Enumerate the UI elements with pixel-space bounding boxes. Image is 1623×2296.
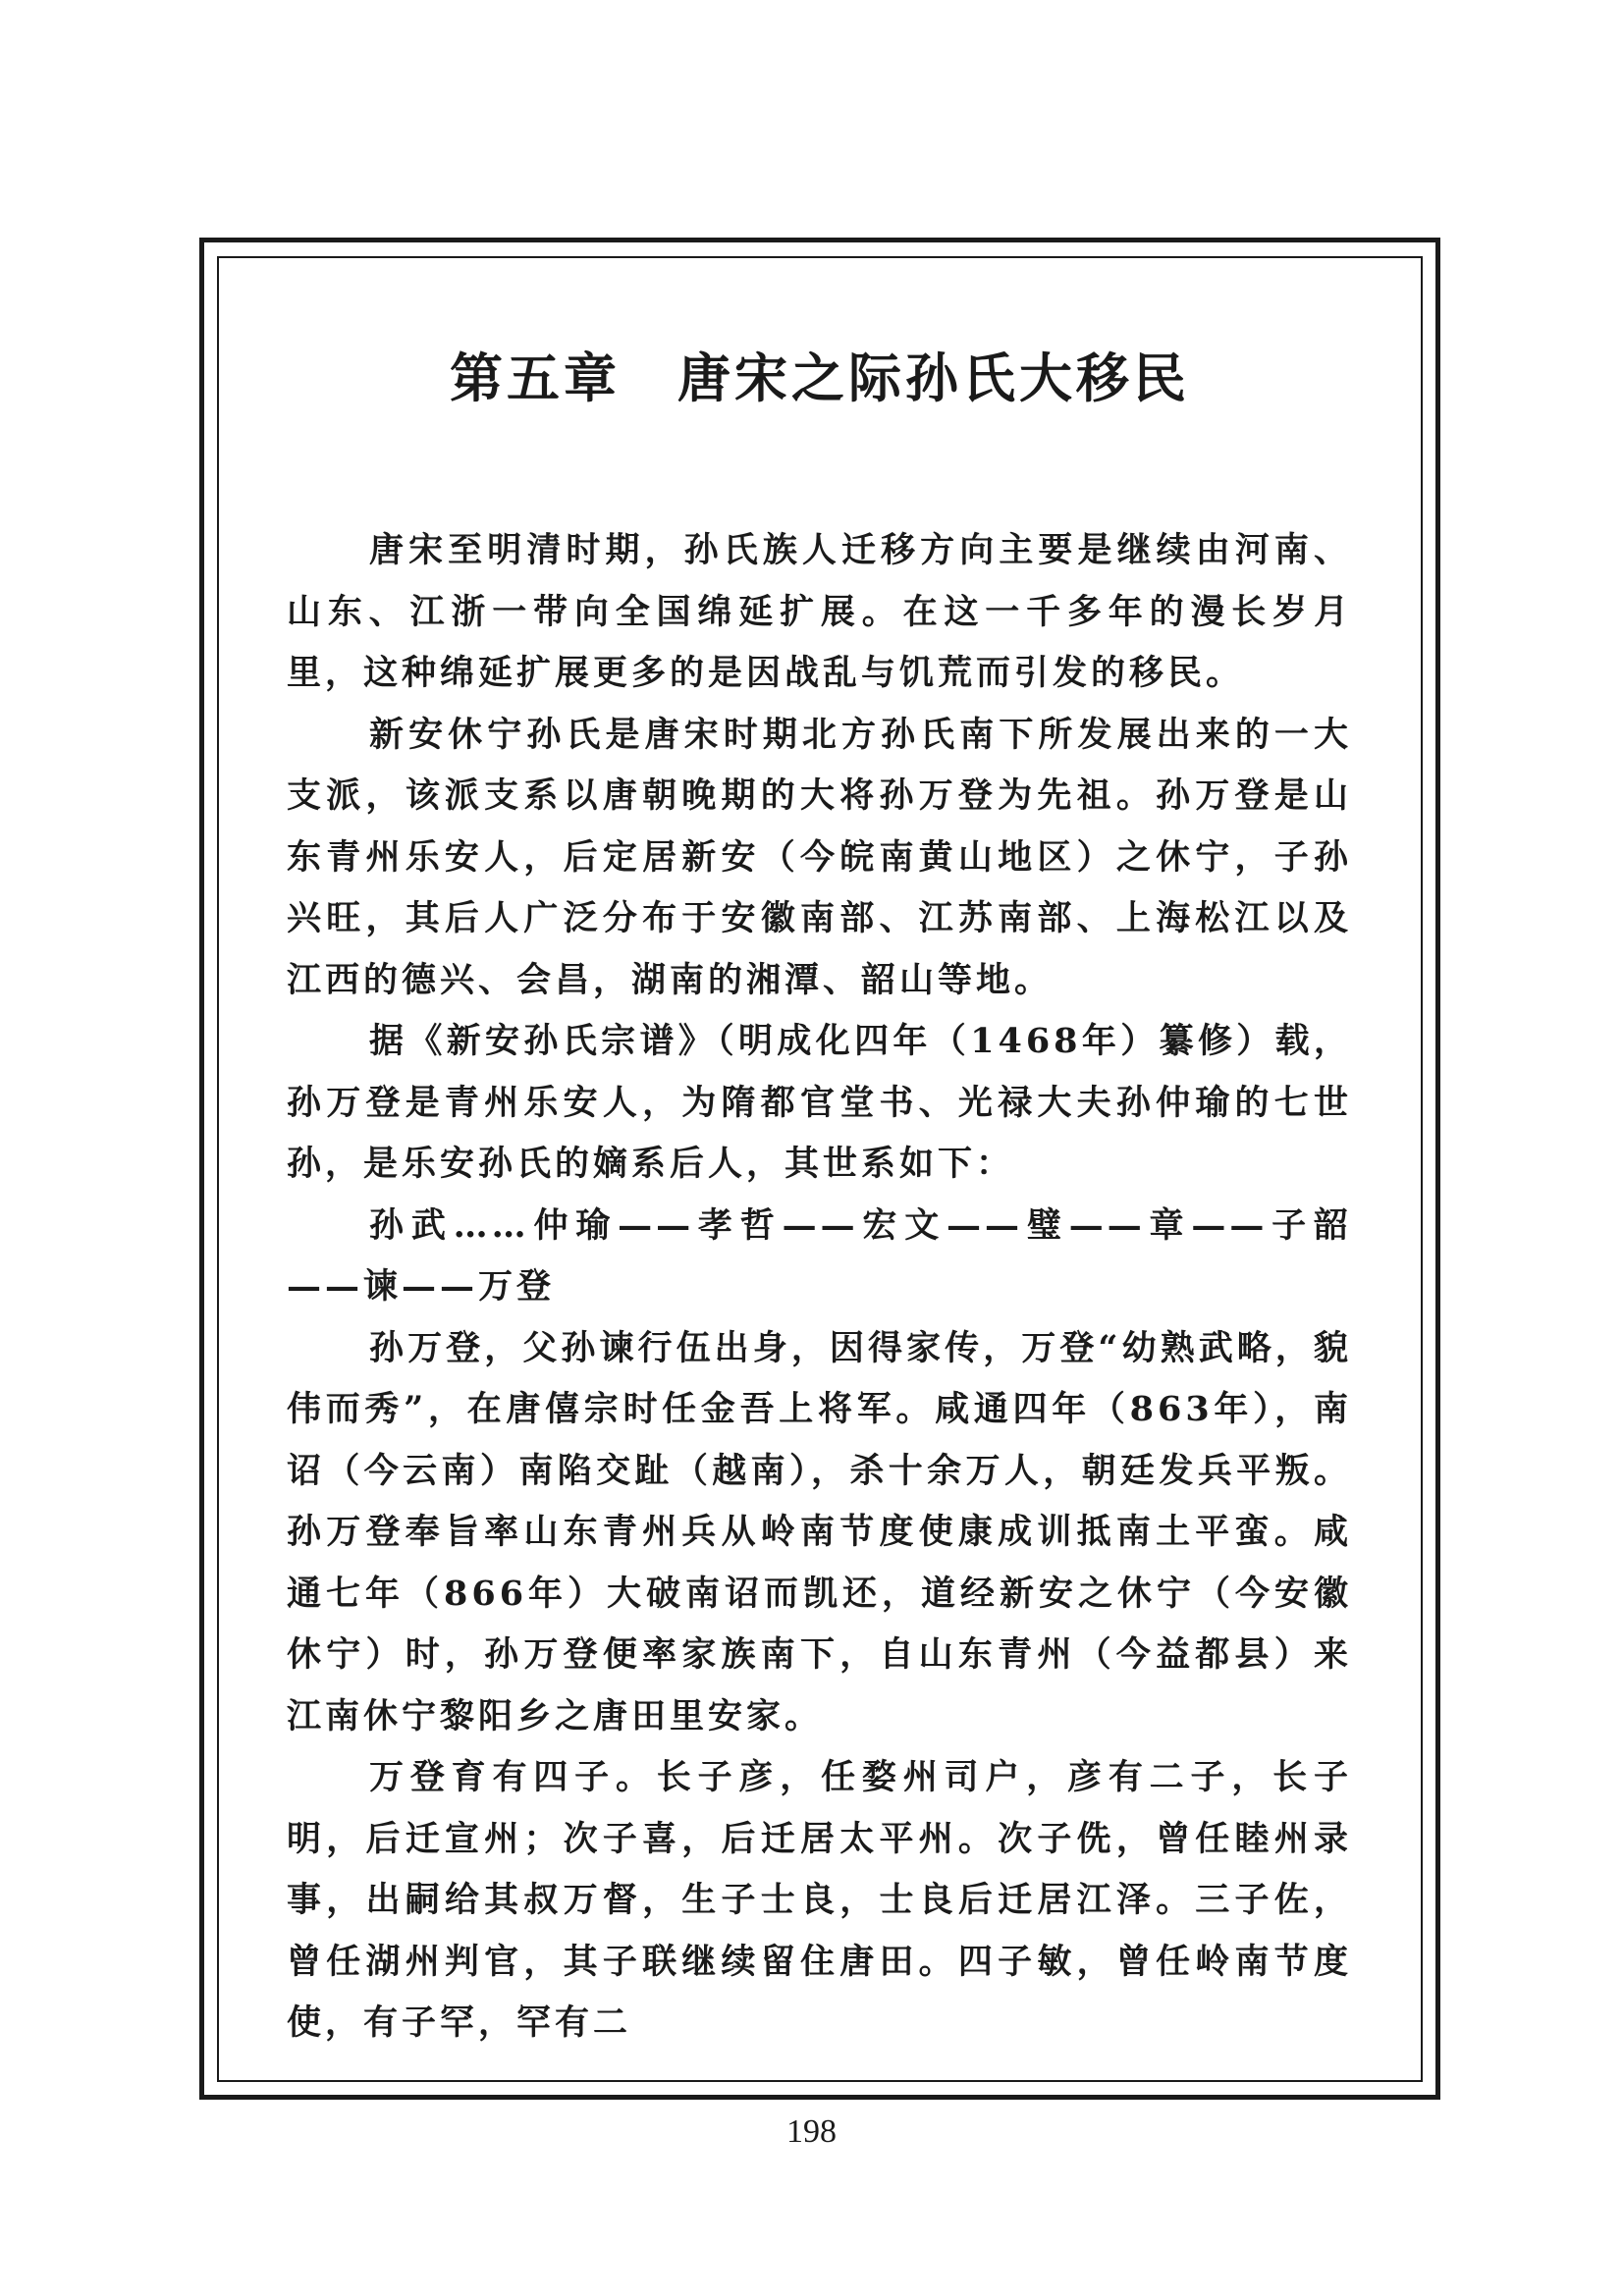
page-number: 198: [786, 2113, 837, 2150]
paragraph-5: 孙万登，父孙谏行伍出身，因得家传，万登“幼熟武略，貌伟而秀”，在唐僖宗时任金吾上将军。咸通四年（863年），南诏（今云南）南陷交趾（越南），杀十余万人，朝廷发兵平叛。孙万登奉旨率山东青州兵从岭南节度使康成训抵南土平蛮。咸通七年（866年）大破南诏而凯还，道经新安之休宁（今安徽休宁）时，孙万登便率家族南下，自山东青州（今益都县）来江南休宁黎阳乡之唐田里安家。: [287, 1327, 1352, 1736]
paragraph-lineage: 孙武……仲瑜——孝哲——宏文——璧——章——子韶——谏——万登: [287, 1204, 1352, 1307]
paragraph-3: 据《新安孙氏宗谱》（明成化四年（1468年）纂修）载，孙万登是青州乐安人，为隋都官堂书、光禄大夫孙仲瑜的七世孙，是乐安孙氏的嫡系后人，其世系如下：: [287, 1021, 1352, 1184]
paragraph-6: 万登育有四子。长子彦，任婺州司户，彦有二子，长子明，后迁宣州；次子喜，后迁居太平州。次子侁，曾任睦州录事，出嗣给其叔万督，生子士良，士良后迁居江泽。三子佐，曾任湖州判官，其子联继续留住唐田。四子敏，曾任岭南节度使，有子罕，罕有二: [287, 1757, 1352, 2043]
paragraph-2: 新安休宁孙氏是唐宋时期北方孙氏南下所发展出来的一大支派，该派支系以唐朝晚期的大将孙万登为先祖。孙万登是山东青州乐安人，后定居新安（今皖南黄山地区）之休宁，子孙兴旺，其后人广泛分布于安徽南部、江苏南部、上海松江以及江西的德兴、会昌，湖南的湘潭、韶山等地。: [287, 714, 1352, 1000]
paragraph-1: 唐宋至明清时期，孙氏族人迁移方向主要是继续由河南、山东、江浙一带向全国绵延扩展。在这一千多年的漫长岁月里，这种绵延扩展更多的是因战乱与饥荒而引发的移民。: [287, 530, 1352, 693]
chapter-title: 第五章 唐宋之际孙氏大移民: [450, 347, 1190, 409]
body-text: [287, 520, 1352, 2055]
